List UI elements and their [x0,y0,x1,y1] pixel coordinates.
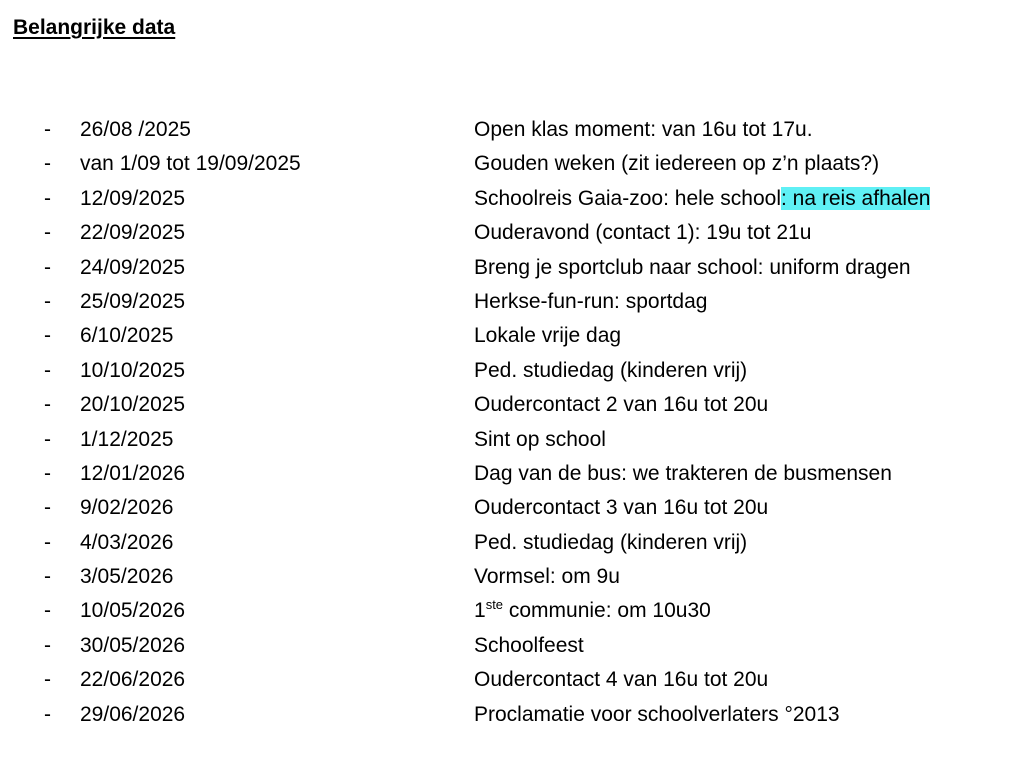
event-date: 30/05/2026 [80,633,186,657]
event-row [0,357,1024,391]
bullet-dash: - [44,152,51,176]
event-row [0,116,1024,150]
event-row [0,529,1024,563]
bullet-dash: - [44,633,51,657]
event-date: 9/02/2026 [80,496,174,520]
event-description: Breng je sportclub naar school: uniform dragen [474,255,911,279]
bullet-dash: - [44,530,51,554]
event-date: 29/06/2026 [80,702,186,726]
event-row [0,254,1024,288]
event-description: Ouderavond (contact 1): 19u tot 21u [474,221,812,245]
event-description: Oudercontact 2 van 16u tot 20u [474,393,769,417]
event-date: 4/03/2026 [80,530,174,554]
event-description [474,597,711,625]
event-date: 12/01/2026 [80,461,186,485]
bullet-dash: - [44,358,51,382]
bullet-dash: - [44,324,51,348]
event-description: Dag van de bus: we trakteren de busmensen [474,461,892,485]
bullet-dash: - [44,599,51,623]
event-description: Ped. studiedag (kinderen vrij) [474,358,748,382]
bullet-dash: - [44,565,51,589]
event-list [0,116,1024,735]
bullet-dash: - [44,221,51,245]
bullet-dash: - [44,186,51,210]
event-description: Sint op school [474,427,606,451]
event-description: Oudercontact 3 van 16u tot 20u [474,496,769,520]
event-row [0,632,1024,666]
bullet-dash: - [44,461,51,485]
event-row [0,426,1024,460]
event-description: Ped. studiedag (kinderen vrij) [474,530,748,554]
bullet-dash: - [44,496,51,520]
event-date: 22/09/2025 [80,221,186,245]
event-description [474,185,930,213]
event-description: Vormsel: om 9u [474,565,620,589]
ordinal-suffix: ste [485,597,504,613]
event-date: 10/10/2025 [80,358,186,382]
event-row [0,288,1024,322]
highlighted-text: : na reis afhalen [781,186,931,210]
event-description: Gouden weken (zit iedereen op z’n plaats?) [474,152,880,176]
page-title: Belangrijke data [13,16,176,39]
ordinal-number: 1 [474,599,486,623]
event-date: 1/12/2025 [80,427,174,451]
event-description: Herkse-fun-run: sportdag [474,289,708,313]
event-date: 20/10/2025 [80,393,186,417]
event-row [0,185,1024,219]
bullet-dash: - [44,668,51,692]
event-row [0,322,1024,356]
event-row [0,563,1024,597]
event-row [0,460,1024,494]
event-date: van 1/09 tot 19/09/2025 [80,152,301,176]
event-row [0,150,1024,184]
event-date: 3/05/2026 [80,565,174,589]
event-date: 25/09/2025 [80,289,186,313]
event-date: 24/09/2025 [80,255,186,279]
event-description: Proclamatie voor schoolverlaters °2013 [474,702,840,726]
event-row [0,219,1024,253]
event-date: 26/08 /2025 [80,118,191,141]
bullet-dash: - [44,393,51,417]
event-description-text: communie: om 10u30 [503,599,711,623]
bullet-dash: - [44,289,51,313]
bullet-dash: - [44,255,51,279]
event-date: 22/06/2026 [80,668,186,692]
bullet-dash: - [44,118,51,141]
event-date: 10/05/2026 [80,599,186,623]
event-row [0,597,1024,631]
event-description: Open klas moment: van 16u tot 17u. [474,118,813,141]
event-row [0,494,1024,528]
event-date: 6/10/2025 [80,324,174,348]
event-row [0,666,1024,700]
bullet-dash: - [44,427,51,451]
event-row [0,391,1024,425]
event-description: Schoolfeest [474,633,584,657]
event-description: Lokale vrije dag [474,324,622,348]
event-row [0,701,1024,735]
event-date: 12/09/2025 [80,186,186,210]
event-description-text: Schoolreis Gaia-zoo: hele school [474,186,782,210]
bullet-dash: - [44,702,51,726]
event-description: Oudercontact 4 van 16u tot 20u [474,668,769,692]
